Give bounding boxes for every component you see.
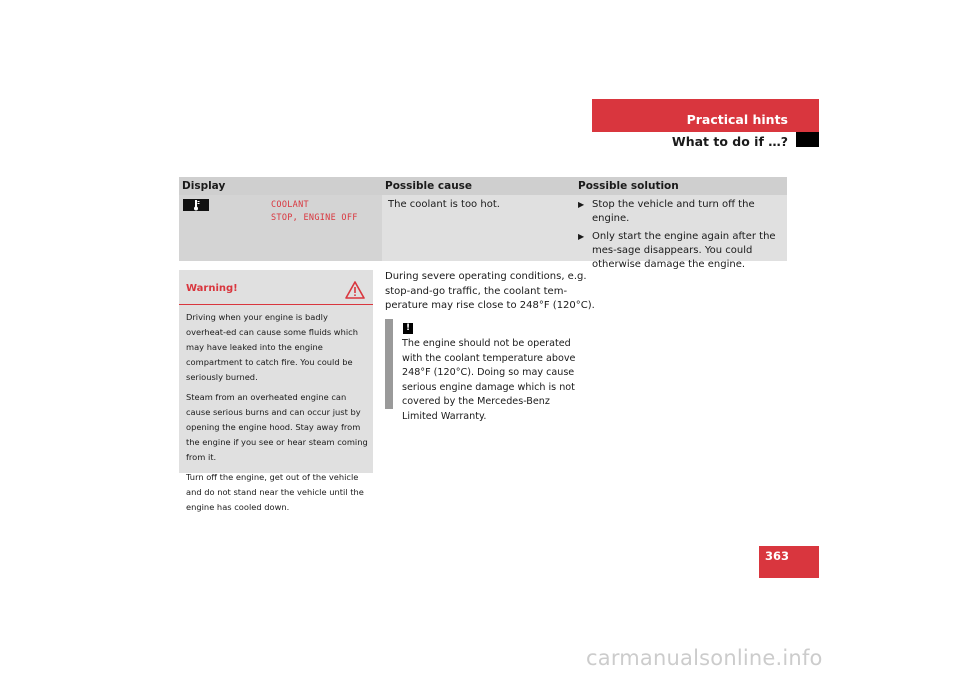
thermometer-icon xyxy=(183,199,209,211)
section-title: Practical hints xyxy=(686,112,788,127)
warning-body xyxy=(186,310,370,520)
exclamation-icon: ! xyxy=(403,323,413,334)
solution-cell xyxy=(575,195,787,270)
note-bar xyxy=(385,319,393,409)
warning-paragraph: Turn off the engine, get out of the vehicle and do not stand near the vehicle until the engine has cooled down. xyxy=(186,472,364,512)
note-text: The engine should not be operated with the coolant temperature above 248°F (120°C). Doing so may cause serious engine damage which is not covered by the Mercedes-Benz Limited Warranty. xyxy=(402,338,576,422)
table-header-solution: Possible solution xyxy=(575,177,787,195)
warning-paragraph: Steam from an overheated engine can cause serious burns and can occur just by opening the engine hood. Stay away from the engine if you see or hear steam coming from it. xyxy=(186,392,368,462)
section-subtitle: What to do if …? xyxy=(671,134,788,149)
info-table xyxy=(179,177,787,270)
bullet-arrow-icon: ▶ xyxy=(578,200,585,209)
warning-title: Warning! xyxy=(186,283,238,294)
solution-item xyxy=(575,230,783,272)
table-header-cause: Possible cause xyxy=(382,177,575,195)
page-number: 363 xyxy=(764,549,789,563)
solution-text: Only start the engine again after the mes-sage disappears. You could otherwise damage the engine. xyxy=(592,231,776,270)
watermark: carmanualsonline.info xyxy=(586,646,823,670)
bullet-arrow-icon: ▶ xyxy=(578,232,585,241)
warning-box xyxy=(179,270,373,512)
display-message xyxy=(271,199,358,225)
display-cell xyxy=(179,195,382,261)
warning-divider xyxy=(179,304,373,305)
solution-item xyxy=(575,198,783,226)
header-marker xyxy=(796,132,819,147)
warning-paragraph: Driving when your engine is badly overheat-ed can cause some fluids which may have leaked into the engine compartment to catch fire. You could be seriously burned. xyxy=(186,312,358,382)
body-paragraph: During severe operating conditions, e.g. stop-and-go traffic, the coolant tem-perature may rise close to 248°F (120°C). xyxy=(385,271,595,311)
display-line-2: STOP, ENGINE OFF xyxy=(271,213,358,223)
note-box xyxy=(385,319,585,422)
table-header-display: Display xyxy=(179,177,382,195)
solution-text: Stop the vehicle and turn off the engine. xyxy=(592,199,755,224)
cause-cell: The coolant is too hot. xyxy=(382,195,575,261)
warning-triangle-icon xyxy=(345,281,365,299)
display-line-1: COOLANT xyxy=(271,200,309,210)
